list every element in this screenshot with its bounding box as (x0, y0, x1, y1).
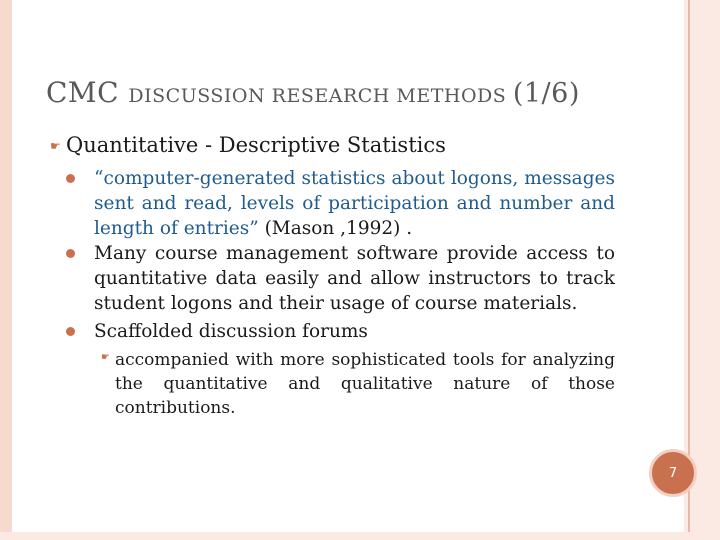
bullet-quantitative (50, 132, 615, 158)
bottom-border-band (0, 532, 720, 540)
bullet-scaffolded-text: Scaffolded discussion forums (94, 321, 368, 342)
slide-number-badge (649, 449, 697, 497)
bullet-quantitative-text: Quantitative - Descriptive Statistics (66, 133, 446, 157)
pointing-hand-icon: ☛ (50, 139, 61, 153)
slide-title (46, 76, 580, 109)
bullet-accompanied-text: accompanied with more sophisticated tools for analyzing the quantitative and qualitative nature of those contributions. (115, 350, 615, 418)
slide-body (50, 132, 615, 420)
round-bullet-icon (66, 249, 75, 258)
title-counter: (1/6) (512, 78, 580, 109)
bullet-accompanied (101, 348, 615, 420)
quote-text: “computer-generated statistics about logons, messages sent and read, levels of participation and number and length of entries” (94, 168, 615, 239)
title-main: CMC (46, 76, 129, 109)
round-bullet-icon (66, 327, 75, 336)
bullet-computer-generated (94, 166, 615, 241)
pointing-hand-icon: ☛ (101, 352, 110, 363)
bullet-course-management-text: Many course management software provide access to quantitative data easily and allow instructors to track student logons and their usage of course materials. (94, 243, 615, 314)
round-bullet-icon (66, 174, 75, 183)
citation-text: (Mason ,1992) . (258, 218, 413, 239)
bullet-scaffolded (94, 319, 615, 344)
left-border-band (0, 0, 12, 540)
bullet-course-management (94, 241, 615, 316)
slide-number: 7 (668, 465, 678, 481)
title-smallcaps: DISCUSSION RESEARCH METHODS (128, 85, 513, 107)
